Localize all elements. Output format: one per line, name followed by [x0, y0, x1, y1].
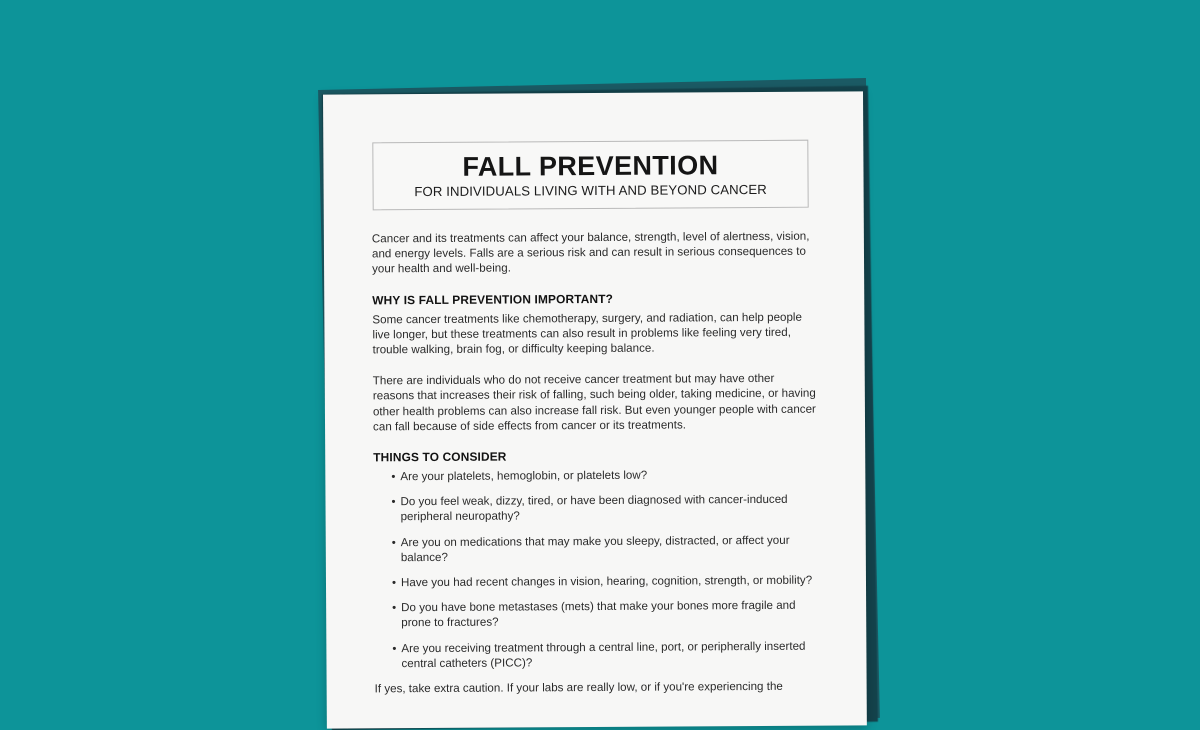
intro-paragraph: Cancer and its treatments can affect your balance, strength, level of alertness, vision, and energy levels. Falls are a serious risk and can result in serious consequences to your health and well-being.	[371, 229, 810, 276]
bullet-marker-icon: •	[392, 641, 397, 655]
bullet-marker-icon: •	[392, 601, 397, 615]
list-item	[373, 467, 818, 485]
bullet-marker-icon: •	[391, 470, 396, 484]
importance-paragraph-1: Some cancer treatments like chemotherapy, surgery, and radiation, can help people live longer, but these treatments can also result in problems like feeling very tired, trouble walking, brain fog, or difficulty keeping balance.	[372, 310, 803, 357]
bullet-marker-icon: •	[391, 495, 396, 509]
importance-paragraph-2: There are individuals who do not receive cancer treatment but may have other reasons that increases their risk of falling, such being older, taking medicine, or having other health problems can also increase fall risk. But even younger people with cancer can fall because of side effects from cancer or its treatments.	[372, 372, 816, 434]
document-title-box	[372, 140, 808, 211]
page-title: FALL PREVENTION	[462, 149, 719, 182]
bullet-marker-icon: •	[391, 535, 396, 549]
list-item-text: Do you feel weak, dizzy, tired, or have been diagnosed with cancer-induced peripheral neuropathy?	[400, 493, 788, 524]
page-content-area	[323, 91, 867, 728]
list-item-text: Are your platelets, hemoglobin, or platelets low?	[400, 468, 648, 484]
document-page	[323, 91, 867, 728]
list-item	[374, 638, 819, 671]
list-item-text: Are you on medications that may make you sleepy, distracted, or affect your balance?	[400, 533, 790, 565]
things-to-consider-list	[373, 467, 819, 672]
list-item	[374, 598, 819, 631]
list-item	[374, 573, 819, 591]
list-item	[374, 532, 819, 565]
list-item-text: Do you have bone metastases (mets) that make your bones more fragile and prone to fractures?	[401, 599, 796, 630]
bullet-marker-icon: •	[391, 576, 397, 590]
page-subtitle: FOR INDIVIDUALS LIVING WITH AND BEYOND CANCER	[414, 181, 767, 199]
closing-paragraph: If yes, take extra caution. If your labs are really low, or if you're experiencing the	[374, 679, 783, 696]
list-item-text: Are you receiving treatment through a central line, port, or peripherally inserted central catheters (PICC)?	[401, 639, 806, 671]
section-heading-importance: WHY IS FALL PREVENTION IMPORTANT?	[372, 291, 614, 307]
list-item-text: Have you had recent changes in vision, hearing, cognition, strength, or mobility?	[400, 573, 813, 590]
section-heading-things-to-consider: THINGS TO CONSIDER	[373, 449, 507, 465]
document-body	[372, 229, 820, 697]
list-item	[373, 492, 818, 525]
